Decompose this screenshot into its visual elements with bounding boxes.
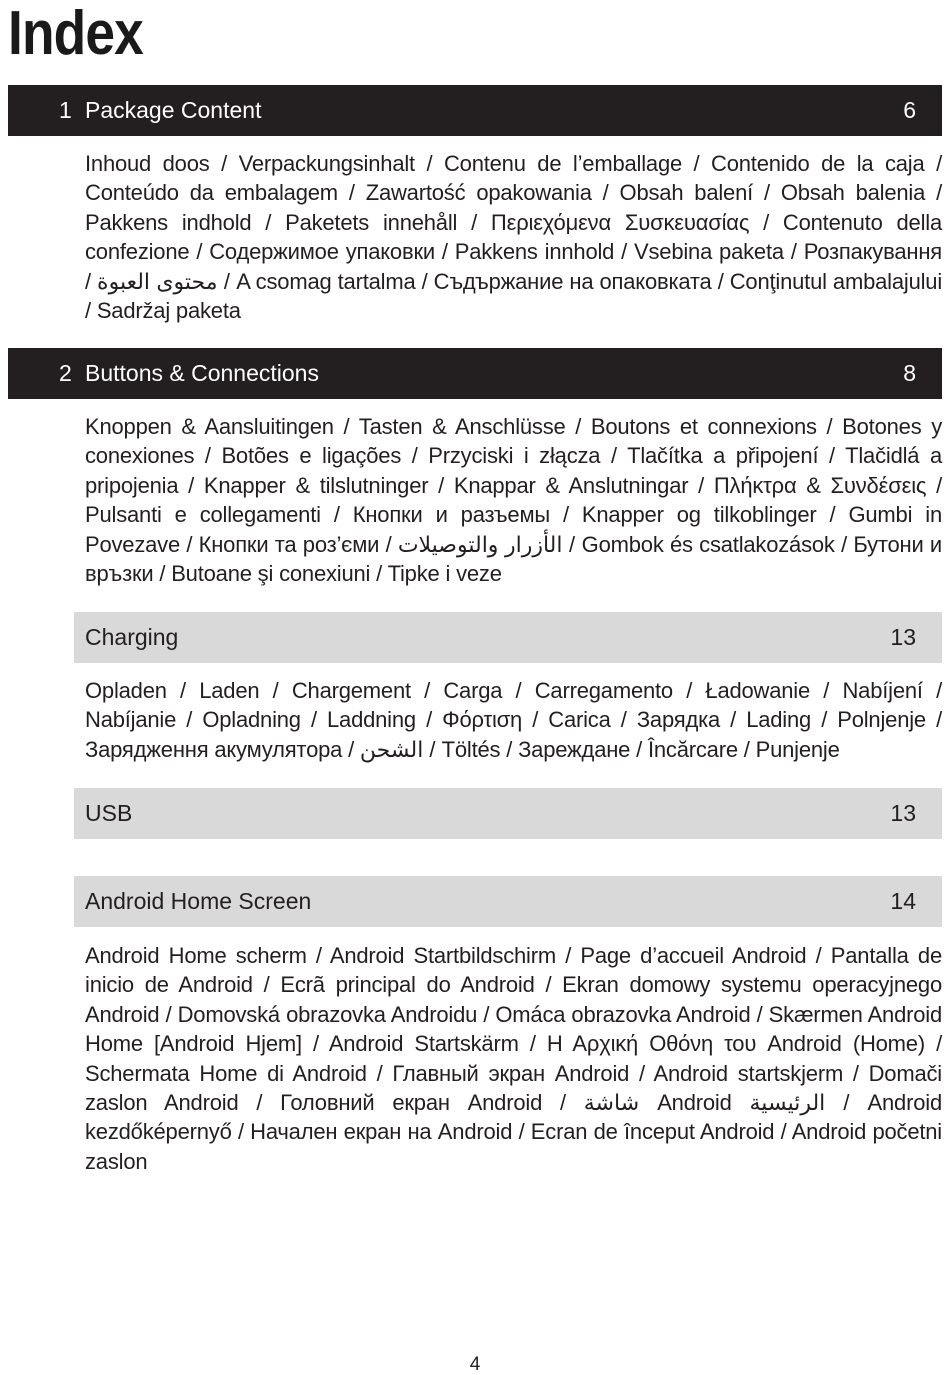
section-page-number: 6 xyxy=(903,97,916,123)
page-number: 4 xyxy=(469,1354,481,1375)
subsection-translations: Opladen / Laden / Chargement / Carga / Carregamento / Ładowanie / Nabíjení / Nabíjanie / Opladning / Laddning / Φόρτιση / Carica / Зарядка / Lading / Polnjenje / Зарядження акумулятора / الشحن / Töltés / Зареждане / Încărcare / Punjenje xyxy=(85,678,942,762)
subsection-header-android-home-screen[interactable] xyxy=(74,876,942,927)
section-translations: Inhoud doos / Verpackungsinhalt / Contenu de l’emballage / Contenido de la caja / Conteúdo da embalagem / Zawartość opakowania / Obsah balení / Obsah balenia / Pakkens indhold / Paketets innehåll / Περιεχόμενα Συσκευασίας / Contenuto della confezione / Содержимое упаковки / Pakkens innhold / Vsebina paketa / Розпакування / محتوى العبوة / A csomag tartalma / Съдържание на опаковката / Conţinutul ambalajului / Sadržaj paketa xyxy=(85,151,943,324)
subsection-label: USB xyxy=(85,800,133,826)
page-title: Index xyxy=(8,0,143,68)
section-label: Package Content xyxy=(85,97,262,123)
subsection-page-number: 14 xyxy=(890,888,916,914)
subsection-label: Android Home Screen xyxy=(85,888,312,914)
section-header-package-content[interactable] xyxy=(8,85,942,136)
section-number: 2 xyxy=(59,360,72,386)
section-header-buttons-connections[interactable] xyxy=(8,348,942,399)
subsection-label: Charging xyxy=(85,624,179,650)
section-page-number: 8 xyxy=(903,360,916,386)
section-label: Buttons & Connections xyxy=(85,360,319,386)
section-number: 1 xyxy=(59,97,72,123)
subsection-page-number: 13 xyxy=(890,624,916,650)
subsection-page-number: 13 xyxy=(890,800,916,826)
subsection-header-charging[interactable] xyxy=(74,612,942,663)
subsection-translations: Android Home scherm / Android Startbildschirm / Page d’accueil Android / Pantalla de inicio de Android / Ecrã principal do Android / Ekran domowy systemu operacyjnego Android / Domovská obrazovka Androidu / Omáca obrazovka Android / Skærmen Android Home [Android Hjem] / Android Startskärm / Η Αρχική Οθόνη του Android (Home) / Schermata Home di Android / Главный экран Android / Android startskjerm / Domači zaslon Android / Головний екран Android / شاشة Android الرئيسية / Android kezdőképernyő / Начален екран на Android / Ecran de început Android / Android početni zaslon xyxy=(85,943,942,1174)
subsection-header-usb[interactable] xyxy=(74,788,942,839)
section-translations: Knoppen & Aansluitingen / Tasten & Anschlüsse / Boutons et connexions / Botones y conexiones / Botões e ligações / Przyciski i złącza / Tlačítka a připojení / Tlačidlá a pripojenia / Knapper & tilslutninger / Knappar & Anslutningar / Πλήκτρα & Συνδέσεις / Pulsanti e collegamenti / Кнопки и разъемы / Knapper og tilkoblinger / Gumbi in Povezave / Кнопки та роз’єми / الأزرار والتوصيلات / Gombok és csatlakozások / Бутони и връзки / Butoane şi conexiuni / Tipke i veze xyxy=(85,414,943,587)
